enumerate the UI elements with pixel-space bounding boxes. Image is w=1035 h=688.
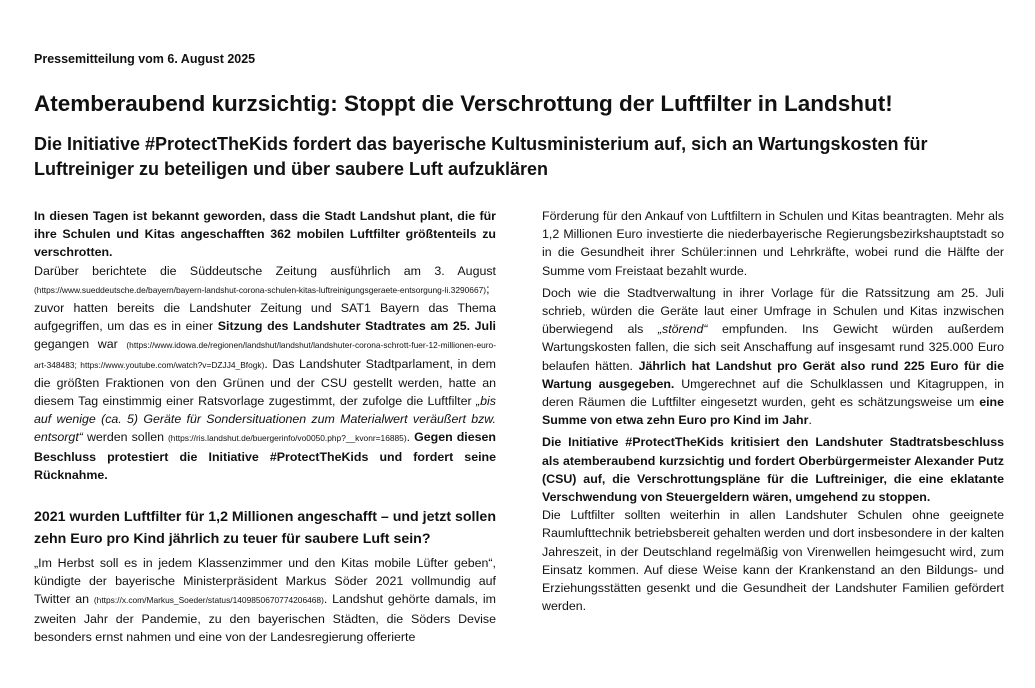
section-heading: 2021 wurden Luftfilter für 1,2 Millionen angeschafft – und jetzt sollen zehn Euro pro Kind jährlich zu teuer für saubere Luft sein? <box>34 509 496 548</box>
soeder-text-a: „Im Herbst soll es in jedem Klassenzimmer und den Kitas mobile Lüfter geben“, kündigte der bayerische Ministerpräsident Markus Söder 2021 vollmundig auf Twitter an <box>34 556 496 607</box>
maintenance-bold-cost: Jährlich hat Landshut pro Gerät also rund 225 Euro für die Wartung ausgegeben. <box>542 358 1004 391</box>
recommendation-paragraph: Die Luftfilter sollten weiterhin in allen Landshuter Schulen ohne geeignete Raumlufttechnik betriebsbereit gehalten werden und dort insbesondere in der kalten Jahreszeit, in der Deutschland regelmäßig von Virenwellen heimgesucht wird, zum Einsatz kommen. Auf diese Weise kann der Krankenstand an den Bildungs- und Erziehungsstätten gesenkt und die Gesundheit der Landshuter Familien gefördert werden. <box>542 508 1004 614</box>
report-text-d: . Das Landshuter Stadtparlament, in dem die größten Fraktionen von den Grünen und der CSU gestellt werden, hatte an diesem Tag einstimmig einer Ratsvorlage zugestimmt, der zufolge die Luftfilter <box>34 356 496 409</box>
url-x-soeder[interactable]: (https://x.com/Markus_Soeder/status/1409850670774206468) <box>93 595 324 606</box>
maintenance-text-c: Umgerechnet auf die Schulklassen und Kitagruppen, in deren Räumen die Luftfilter eingesetzt wurden, geht es schätzungsweise um <box>542 376 1004 410</box>
report-paragraph <box>34 262 496 484</box>
report-quote: „bis auf wenige (ca. 5) Geräte für Sondersituationen zum Materialwert veräußert bzw. entsorgt“ <box>34 394 496 445</box>
maintenance-paragraph <box>542 284 1004 430</box>
maintenance-text-b: empfunden. Ins Gewicht würden außerdem Wartungskosten fallen, die sich seit Anschaffung auf insgesamt rund 325.000 Euro belaufen hätten. <box>542 322 1004 373</box>
press-release-page <box>34 52 1004 644</box>
maintenance-text-d: . <box>808 413 812 428</box>
right-column <box>542 207 1004 619</box>
report-bold-session: Sitzung des Landshuter Stadtrates am 25. Juli <box>217 319 496 334</box>
url-sueddeutsche[interactable]: (https://www.sueddeutsche.de/bayern/bayern-landshut-corona-schulen-kitas-luftreinigungsgeraete-entsorgung-li.3290667) <box>34 284 487 295</box>
report-text-c: gegangen war <box>34 337 118 352</box>
report-text-b: ; zuvor hatten bereits die Landshuter Zeitung und SAT1 Bayern das Thema aufgegriffen, um das es in einer <box>34 281 496 334</box>
maintenance-quote: „störend“ <box>657 322 708 337</box>
subheadline: Die Initiative #ProtectTheKids fordert das bayerische Kultusministerium auf, sich an Wartungskosten für Luftreiniger zu beteiligen und über saubere Luft aufzuklären <box>34 134 928 179</box>
left-column <box>34 207 496 650</box>
maintenance-text-a: Doch wie die Stadtverwaltung in ihrer Vorlage für die Ratssitzung am 25. Juli schrieb, würden die Geräte laut einer Umfrage in Schulen und Kitas inzwischen überwiegend als <box>542 285 1004 337</box>
url-idowa-youtube[interactable]: (https://www.idowa.de/regionen/landshut/landshut/landshuter-corona-schrott-fuer-12-millionen-euro-art-348483; https://www.youtube.com/watch?v=DZJJ4_Bfogk) <box>34 340 496 370</box>
demand-paragraph <box>542 433 1004 506</box>
soeder-paragraph <box>34 554 496 646</box>
maintenance-bold-per-child: eine Summe von etwa zehn Euro pro Kind im Jahr <box>542 395 1004 428</box>
lead-paragraph <box>34 207 496 262</box>
headline: Atemberaubend kurzsichtig: Stoppt die Verschrottung der Luftfilter in Landshut! <box>34 91 893 116</box>
dateline: Pressemitteilung vom 6. August 2025 <box>34 52 256 66</box>
report-bold-protest: Gegen diesen Beschluss protestiert die Initiative #ProtectTheKids und fordert seine Rücknahme. <box>34 430 496 482</box>
lead-text: In diesen Tagen ist bekannt geworden, dass die Stadt Landshut plant, die für ihre Schulen und Kitas angeschafften 362 mobilen Luftfilter größtenteils zu verschrotten. <box>34 209 496 260</box>
demand-bold: Die Initiative #ProtectTheKids kritisiert den Landshuter Stadtratsbeschluss als atemberaubend kurzsichtig und fordert Oberbürgermeister Alexander Putz (CSU) auf, die Verschrottungspläne für die Luftreiniger, die eine eklatante Verschwendung von Steuergeldern wären, umgehend zu stoppen. <box>542 435 1004 505</box>
funding-paragraph: Förderung für den Ankauf von Luftfiltern in Schulen und Kitas beantragten. Mehr als 1,2 Millionen Euro investierte die niederbayerische Regierungsbezirkshauptstadt so in die Gesundheit ihrer Schüler:innen und Lehrkräfte, wobei rund die Hälfte der Summe vom Freistaat bezahlt wurde. <box>542 209 1004 278</box>
report-text-f: . <box>406 430 411 445</box>
url-ris-landshut[interactable]: (https://ris.landshut.de/buergerinfo/vo0050.php?__kvonr=16885) <box>168 433 407 444</box>
report-text-a: Darüber berichtete die Süddeutsche Zeitung ausführlich am 3. August <box>34 263 496 278</box>
soeder-text-b: . Landshut gehörte damals, im zweiten Jahr der Pandemie, zu den bayerischen Städten, die Söders Devise besonders ernst nahmen und eine von der Landesregierung offerierte <box>34 592 496 644</box>
report-text-e: werden sollen <box>86 430 164 445</box>
